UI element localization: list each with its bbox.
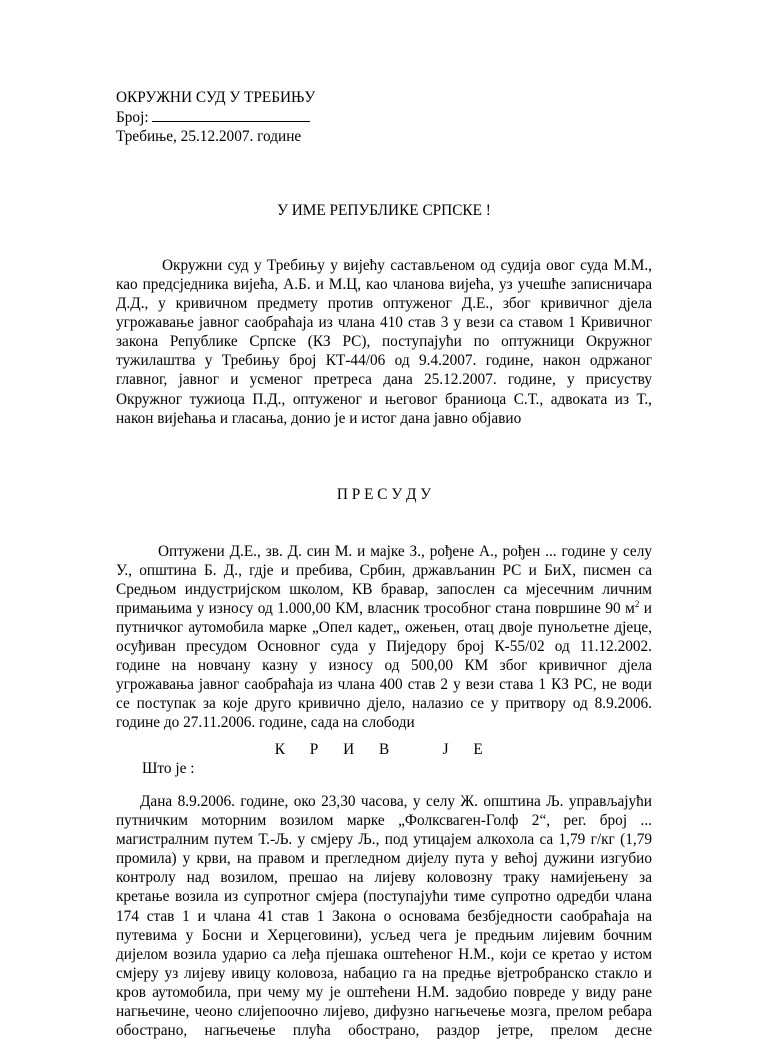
intro-line: након вијећања и гласања, донио је и истог дана јавно објавио [116, 409, 522, 427]
court-name: ОКРУЖНИ СУД У ТРЕБИЊУ [116, 89, 316, 106]
accused-line: осуђиван пресудом Основног суда у Пиједору број К-55/02 од 11.12.2002. [116, 637, 652, 655]
facts-line: Дана 8.9.2006. године, око 23,30 часова, у селу Ж. општина Љ. управљајући [140, 793, 652, 811]
intro-line: као предсједника вијећа, А.Б. и М.Ц, као чланова вијећа, уз учешће записничара [116, 276, 652, 294]
verdict-heading: П Р Е С У Д У [336, 485, 432, 503]
intro-line: Окружни суд у Требињу у вијећу састављеном од судија овог суда М.М., [162, 257, 652, 275]
facts-line: путевима у Босни и Херцеговини), усљед чега је предњим лијевим бочним [116, 926, 652, 944]
intro-line: закона Републике Српске (КЗ РС), поступајући по оптужници Окружног [116, 333, 652, 351]
case-number-blank [152, 107, 310, 122]
facts-line: кретање возила из супротног смјера (поступајући тиме супротно одредби члана [116, 888, 652, 906]
facts-line: кров аутомобила, при чему му је оштећени Н.М. задобио повреде у виду ране [116, 983, 652, 1001]
facts-paragraph [116, 792, 652, 1040]
accused-line: године до 27.11.2006. године, сада на слободи [116, 714, 415, 732]
intro-line: тужилаштва у Требињу број КТ-44/06 од 9.4.2007. године, након одржаног [116, 352, 652, 370]
accused-line: угрожавања јавног саобраћаја из члана 400 став 2 у вези става 1 КЗ РС, не води [116, 675, 652, 693]
square-meter-superscript: 2 [634, 598, 640, 609]
facts-line: путничким моторним возилом марке „Фолксваген-Голф 2“, рег. број ... [116, 812, 652, 830]
facts-line: промила) у крви, на правом и прегледном дијелу пута у већој дужини изгубио [116, 850, 652, 868]
guilty-heading-text: К Р И В Ј Е [274, 741, 494, 759]
intro-line: Д.Д., у кривичном предмету против оптуженог Д.Е., због кривичног дјела [116, 295, 652, 313]
intro-line: главног, јавног и усменог претреса дана 25.12.2007. године, у присуству [116, 371, 652, 389]
document-title: У ИМЕ РЕПУБЛИКЕ СРПСКЕ ! [277, 202, 491, 220]
facts-line: нагњечине, чеоно слијепоочно лијево, дифузно нагњечење мозга, прелом ребара [116, 1002, 652, 1020]
intro-line: угрожавање јавног саобраћаја из члана 410 став 3 у вези са ставом 1 Кривичног [116, 314, 652, 332]
guilty-heading [116, 740, 652, 759]
accused-line-tail: и [639, 599, 652, 617]
facts-line: дијелом возила ударио са леђа пјешака оштећеног Н.М., који се кретао у истом [116, 945, 652, 963]
accused-line: Средњом индустријском школом, КВ бравар, запослен са мјесечним личним [116, 580, 652, 598]
facts-line: контролу над возилом, прешао на лијеву коловозну траку намијењену за [116, 869, 652, 887]
facts-line: обострано, нагњечење плућа обострано, раздор јетре, прелом десне [116, 1021, 652, 1039]
accused-line: примањима у износу од 1.000,00 КМ, власник трособног стана површине 90 м [116, 599, 635, 617]
accused-line: се поступак за које друго кривично дјело, налазио се у притвору од 8.9.2006. [116, 695, 652, 713]
place-date: Требиње, 25.12.2007. године [116, 128, 302, 146]
accused-line: У., општина Б. Д., гдје и пребива, Србин, држављанин РС и БиХ, писмен са [116, 561, 652, 579]
accused-line: Оптужени Д.Е., зв. Д. син М. и мајке З., рођене А., рођен ... године у селу [158, 542, 652, 560]
what-label: Што је : [142, 760, 195, 778]
accused-line-area [116, 599, 652, 618]
intro-line: Окружног тужиоца П.Д., оптуженог и његовог браниоца С.Т., адвоката из Т., [116, 390, 652, 408]
intro-paragraph [116, 256, 652, 427]
accused-paragraph [116, 542, 652, 732]
facts-line: магистралним путем Т.-Љ. у смјеру Љ., под утицајем алкохола са 1,79 г/кг (1,79 [116, 831, 652, 849]
case-number-label: Број: [116, 109, 149, 127]
facts-line: 174 став 1 и члана 41 став 1 Закона о основама безбједности саобраћаја на [116, 907, 652, 925]
accused-line: године на новчану казну у износу од 500,00 КМ због кривичног дјела [116, 656, 652, 674]
facts-line: смјеру уз лијеву ивицу коловоза, набацио га на предње вјетробранско стакло и [116, 964, 652, 982]
accused-line: путничког аутомобила марке „Опел кадет„ ожењен, отац двоје пунољетне дјеце, [116, 618, 652, 636]
case-number-line [116, 107, 652, 127]
document-page [116, 88, 652, 1040]
